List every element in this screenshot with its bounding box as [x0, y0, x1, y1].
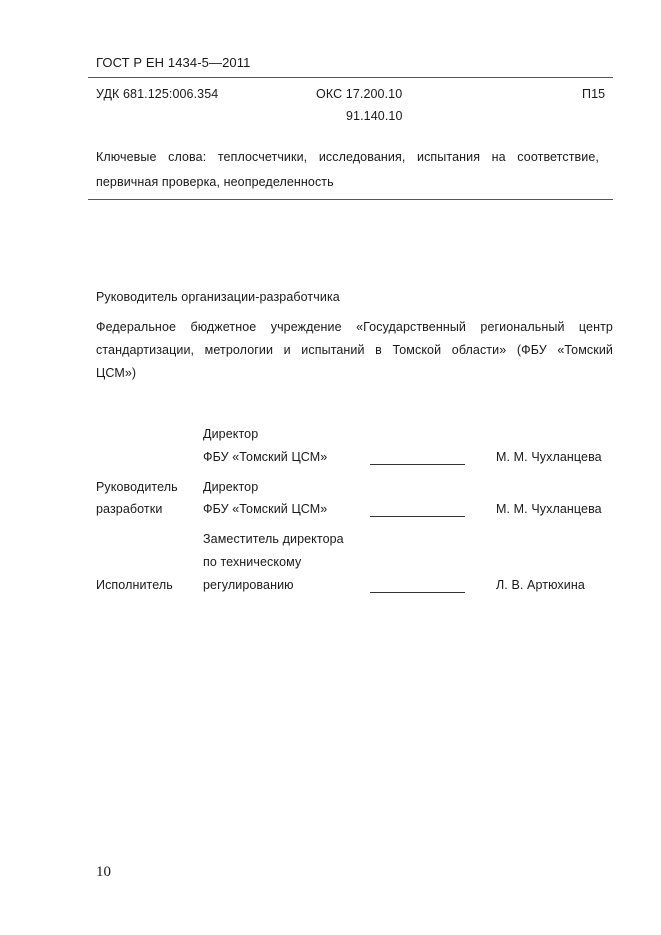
keywords-line-2: первичная проверка, неопределенность — [96, 175, 334, 189]
standard-designation: ГОСТ Р ЕН 1434-5—2011 — [96, 55, 251, 70]
signature-2-name: М. М. Чухланцева — [496, 502, 602, 516]
organization-text-line-3: ЦСМ») — [96, 366, 137, 380]
signature-3-position-line-1: Заместитель директора — [203, 532, 344, 546]
signature-2-role-line-1: Руководитель — [96, 480, 178, 494]
signature-1-line — [370, 464, 465, 465]
signature-3-name: Л. В. Артюхина — [496, 578, 585, 592]
signature-3-position-line-3: регулированию — [203, 578, 294, 592]
signature-1-name: М. М. Чухланцева — [496, 450, 602, 464]
keywords-rule — [88, 199, 613, 200]
organization-heading: Руководитель организации-разработчика — [96, 290, 340, 304]
signature-1-position-line-1: Директор — [203, 427, 259, 441]
signature-2-position-line-1: Директор — [203, 480, 259, 494]
signature-3-line — [370, 592, 465, 593]
header-rule — [88, 77, 613, 78]
udk-code: УДК 681.125:006.354 — [96, 87, 219, 101]
signature-2-position-line-2: ФБУ «Томский ЦСМ» — [203, 502, 328, 516]
signature-2-role-line-2: разработки — [96, 502, 163, 516]
signature-3-position-line-2: по техническому — [203, 555, 302, 569]
signature-2-line — [370, 516, 465, 517]
oks-code-1: ОКС 17.200.10 — [316, 87, 403, 101]
signature-3-role: Исполнитель — [96, 578, 173, 592]
keywords-line-1: Ключевые слова: теплосчетчики, исследования, испытания на соответствие, — [96, 150, 599, 164]
page-number: 10 — [96, 864, 111, 880]
signature-1-position-line-2: ФБУ «Томский ЦСМ» — [203, 450, 328, 464]
oks-code-2: 91.140.10 — [346, 109, 403, 123]
group-code: П15 — [582, 87, 606, 101]
organization-text-line-2: стандартизации, метрологии и испытаний в Томской области» (ФБУ «Томский — [96, 343, 613, 357]
organization-text-line-1: Федеральное бюджетное учреждение «Государственный региональный центр — [96, 320, 613, 334]
